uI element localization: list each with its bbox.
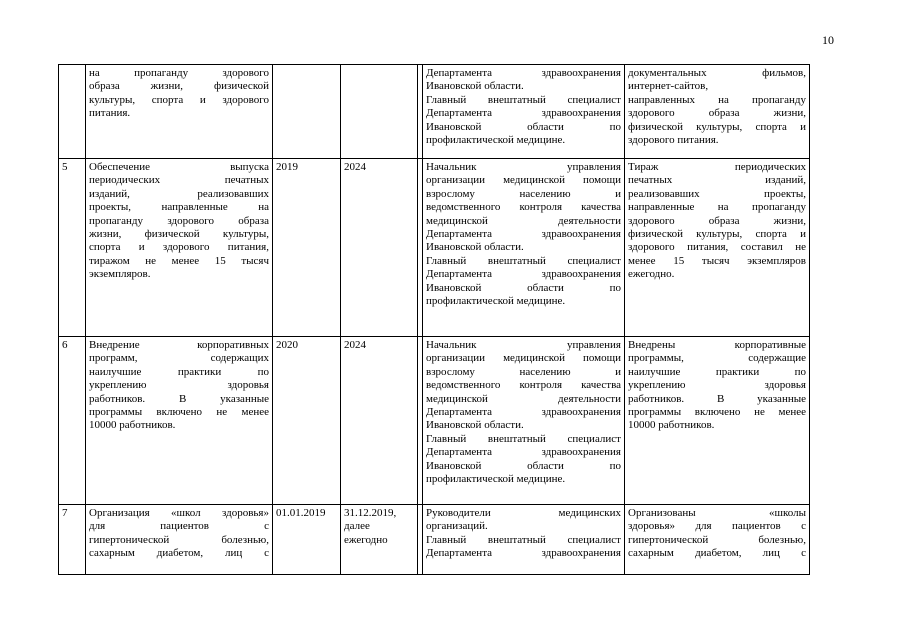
measures-table (58, 64, 810, 575)
result-cell (625, 337, 810, 505)
row-number-cell (59, 65, 86, 159)
cell-line: организации медицинской помощи (426, 352, 621, 365)
cell-line: Ивановской области по (426, 120, 621, 133)
cell-line: организаций. (426, 520, 488, 533)
cell-line: программы включено не менее (628, 406, 806, 419)
cell-line: взрослому населению и (426, 365, 621, 378)
measure-name-cell (86, 159, 273, 337)
table-row (59, 505, 810, 575)
cell-line: Главный внештатный специалист (426, 254, 621, 267)
cell-line: Департамента здравоохранения (426, 107, 621, 120)
cell-line: наилучшие практики по (89, 365, 269, 378)
cell-line: Главный внештатный специалист (426, 432, 621, 445)
page-number: 10 (822, 33, 834, 47)
end-date-cell: 2024 (341, 337, 418, 505)
result-cell (625, 505, 810, 575)
cell-line: Тираж периодических (628, 161, 806, 173)
start-date-cell: 2019 (273, 159, 341, 337)
cell-line: работников. В указанные (89, 392, 269, 405)
cell-line: Руководители медицинских (426, 507, 621, 519)
responsible-cell (423, 159, 625, 337)
cell-line: направленные на пропаганду (628, 201, 806, 214)
start-date-cell (273, 65, 341, 159)
cell-line: здорового образа жизни, (628, 214, 806, 227)
cell-line: образа жизни, физической (89, 80, 269, 93)
cell-line: физической культуры, спорта и (628, 120, 806, 133)
cell-line: Внедрены корпоративные (628, 339, 806, 351)
cell-line: здорового питания, составил не (628, 241, 806, 254)
cell-line: программы, содержащие (628, 352, 806, 365)
cell-line: Департамента здравоохранения (426, 547, 621, 560)
cell-line: Организованы «школы (628, 507, 806, 519)
cell-line: Главный внештатный специалист (426, 93, 621, 106)
cell-line: изданий, реализовавших (89, 187, 269, 200)
cell-line: сахарным диабетом, лиц с (628, 547, 806, 560)
cell-line: гипертонической болезнью, (628, 533, 806, 546)
cell-line: Департамента здравоохранения (426, 446, 621, 459)
end-date-cell (341, 505, 418, 575)
cell-line: направленных на пропаганду (628, 93, 806, 106)
cell-line: пропаганду здорового образа (89, 214, 269, 227)
cell-line: Ивановской области по (426, 281, 621, 294)
cell-line: взрослому населению и (426, 187, 621, 200)
cell-line: работников. В указанные (628, 392, 806, 405)
cell-line: здорового образа жизни, (628, 107, 806, 120)
cell-line: гипертонической болезнью, (89, 533, 269, 546)
cell-line: 10000 работников. (89, 419, 176, 432)
cell-line: Департамента здравоохранения (426, 228, 621, 241)
cell-line: сахарным диабетом, лиц с (89, 547, 269, 560)
cell-line: для пациентов с (89, 520, 269, 533)
cell-line: Департамента здравоохранения (426, 67, 621, 79)
cell-line: спорта и здорового питания, (89, 241, 269, 254)
cell-line: Ивановской области. (426, 80, 524, 93)
cell-line: культуры, спорта и здорового (89, 93, 269, 106)
cell-line: питания. (89, 107, 131, 120)
end-date-cell (341, 65, 418, 159)
cell-line: здорового питания. (628, 134, 719, 147)
row-number-cell: 7 (59, 505, 86, 575)
table-row (59, 337, 810, 505)
cell-line: Департамента здравоохранения (426, 268, 621, 281)
responsible-cell (423, 65, 625, 159)
cell-line: документальных фильмов, (628, 67, 806, 79)
row-number-cell: 5 (59, 159, 86, 337)
cell-line: укреплению здоровья (628, 379, 806, 392)
cell-line: Ивановской области. (426, 241, 524, 254)
cell-line: Организация «школ здоровья» (89, 507, 269, 519)
measure-name-cell (86, 337, 273, 505)
cell-line: укреплению здоровья (89, 379, 269, 392)
cell-line: ведомственного контроля качества (426, 379, 621, 392)
cell-line: печатных изданий, (628, 174, 806, 187)
cell-line: организации медицинской помощи (426, 174, 621, 187)
cell-line: жизни, физической культуры, (89, 228, 269, 241)
cell-line: Ивановской области. (426, 419, 524, 432)
start-date-cell: 2020 (273, 337, 341, 505)
result-cell (625, 65, 810, 159)
cell-line: наилучшие практики по (628, 365, 806, 378)
measure-name-cell (86, 65, 273, 159)
cell-line: менее 15 тысяч экземпляров (628, 254, 806, 267)
cell-line: здоровья» для пациентов с (628, 520, 806, 533)
start-date-cell: 01.01.2019 (273, 505, 341, 575)
measure-name-cell (86, 505, 273, 575)
row-number-cell: 6 (59, 337, 86, 505)
cell-line: реализовавших проекты, (628, 187, 806, 200)
cell-line: интернет-сайтов, (628, 80, 709, 93)
cell-line: Ивановской области по (426, 459, 621, 472)
cell-line: ежегодно (344, 533, 388, 546)
cell-line: на пропаганду здорового (89, 67, 269, 79)
cell-line: программ, содержащих (89, 352, 269, 365)
cell-line: тиражом не менее 15 тысяч (89, 254, 269, 267)
cell-line: профилактической медицине. (426, 134, 566, 147)
cell-line: Главный внештатный специалист (426, 533, 621, 546)
cell-line: ведомственного контроля качества (426, 201, 621, 214)
cell-line: физической культуры, спорта и (628, 228, 806, 241)
cell-line: Начальник управления (426, 339, 621, 351)
cell-line: Департамента здравоохранения (426, 406, 621, 419)
responsible-cell (423, 337, 625, 505)
cell-line: 10000 работников. (628, 419, 715, 432)
cell-line: медицинской деятельности (426, 214, 621, 227)
cell-line: медицинской деятельности (426, 392, 621, 405)
cell-line: профилактической медицине. (426, 295, 566, 308)
cell-line: экземпляров. (89, 268, 151, 281)
cell-line: программы включено не менее (89, 406, 269, 419)
result-cell (625, 159, 810, 337)
table-row (59, 65, 810, 159)
cell-line: 31.12.2019, (344, 507, 397, 519)
responsible-cell (423, 505, 625, 575)
cell-line: Обеспечение выпуска (89, 161, 269, 173)
cell-line: ежегодно. (628, 268, 675, 281)
table-body (59, 65, 810, 575)
cell-line: Начальник управления (426, 161, 621, 173)
cell-line: проекты, направленные на (89, 201, 269, 214)
cell-line: профилактической медицине. (426, 473, 566, 486)
table-row (59, 159, 810, 337)
end-date-cell: 2024 (341, 159, 418, 337)
cell-line: периодических печатных (89, 174, 269, 187)
cell-line: Внедрение корпоративных (89, 339, 269, 351)
cell-line: далее (344, 520, 370, 533)
